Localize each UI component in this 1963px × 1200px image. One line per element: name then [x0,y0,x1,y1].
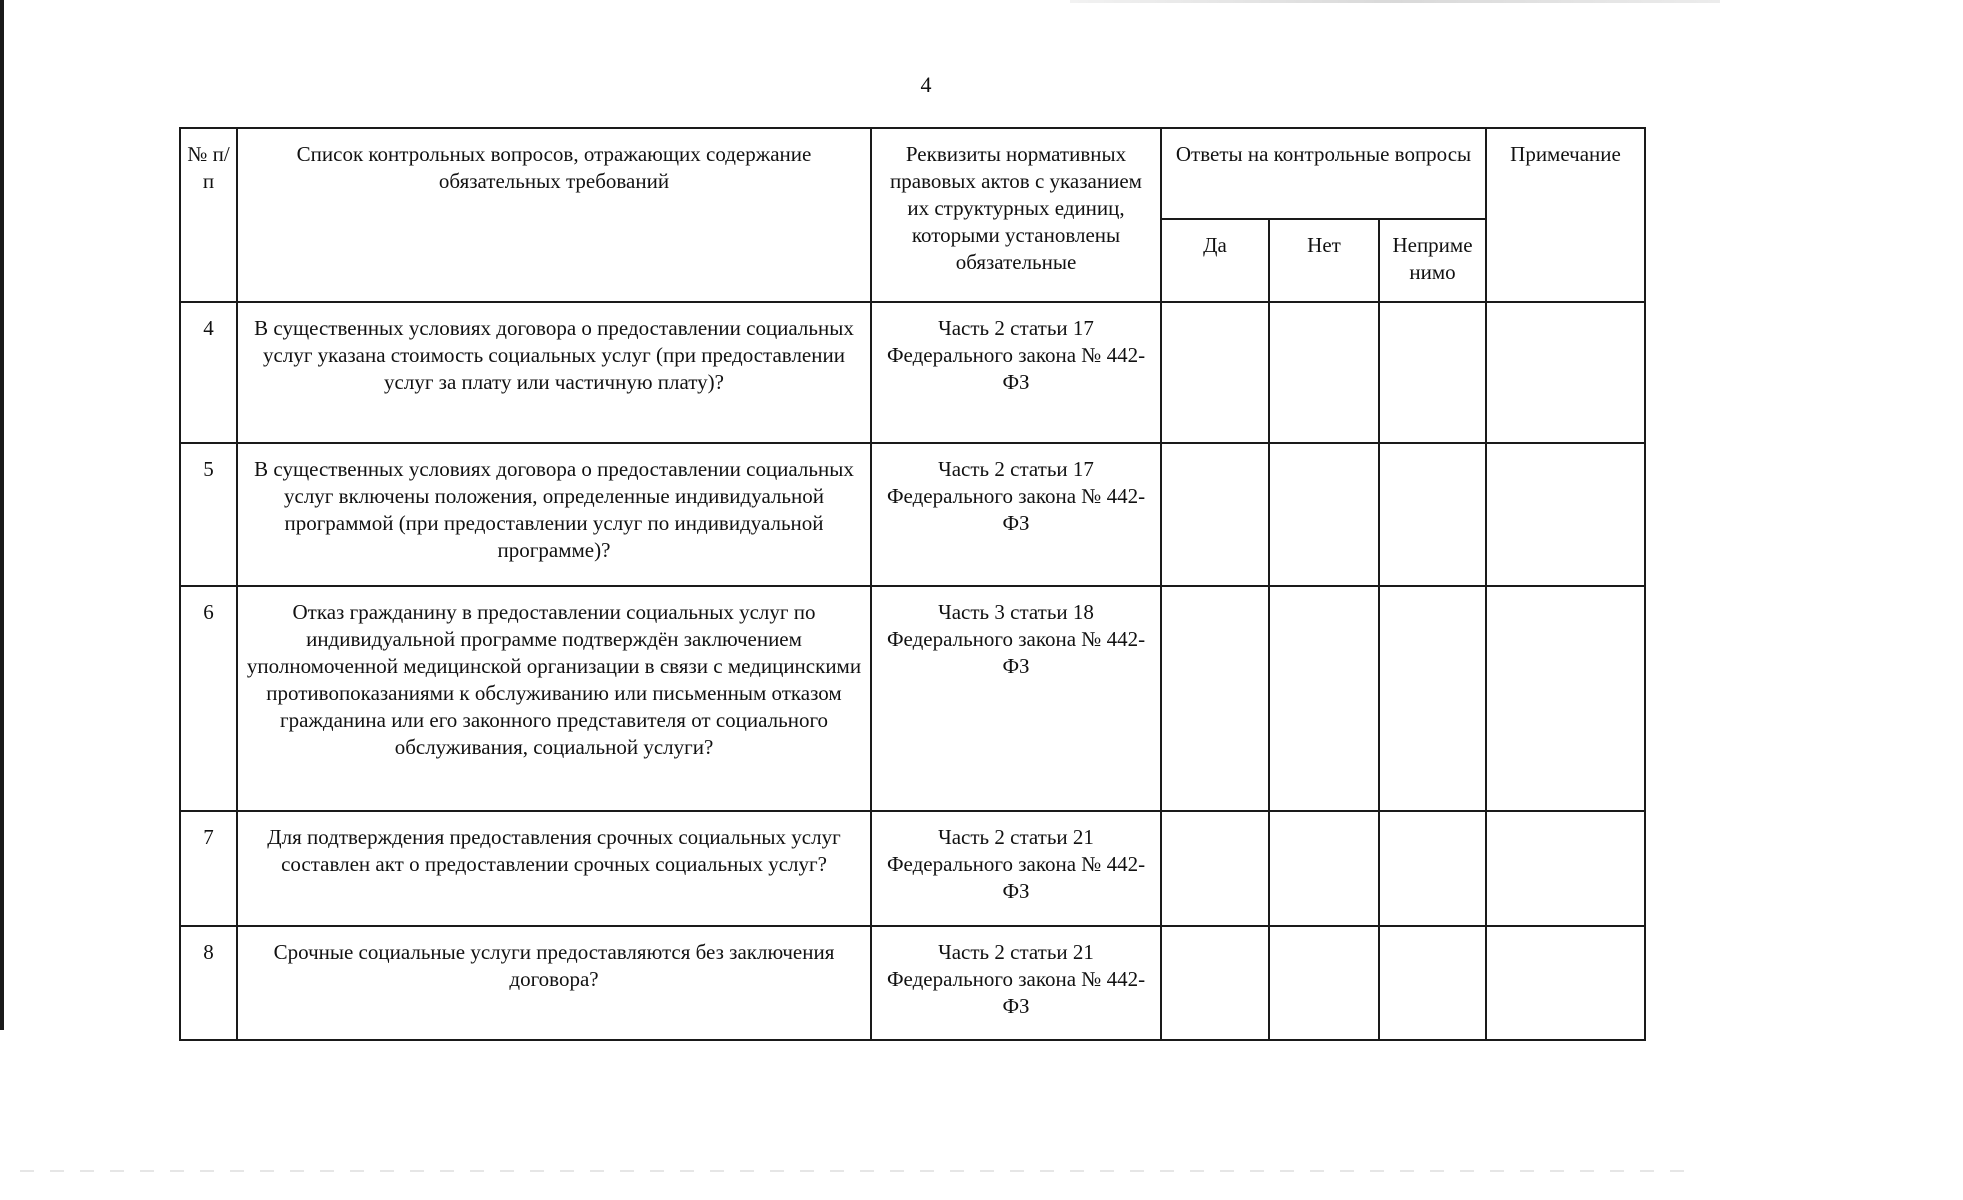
answer-no-cell[interactable] [1269,302,1379,443]
row-requisite: Часть 2 статьи 21 Федерального закона № 442-ФЗ [871,811,1161,926]
table-row [180,926,1645,1040]
row-number: 7 [180,811,237,926]
header-questions: Список контрольных вопросов, отражающих содержание обязательных требований [237,128,871,302]
header-requisites-text: Реквизиты нормативных правовых актов с указанием их структурных единиц, которыми установлены обязательные [890,142,1142,274]
header-requisites [871,128,1161,302]
answer-no-cell[interactable] [1269,811,1379,926]
answer-yes-cell[interactable] [1161,443,1269,586]
header-not-applicable: Неприме нимо [1379,219,1486,302]
header-answers: Ответы на контрольные вопросы [1161,128,1486,219]
header-no: Нет [1269,219,1379,302]
answer-no-cell[interactable] [1269,926,1379,1040]
table-row [180,811,1645,926]
answer-yes-cell[interactable] [1161,926,1269,1040]
row-question: В существенных условиях договора о предоставлении социальных услуг указана стоимость социальных услуг (при предоставлении услуг за плату или частичную плату)? [237,302,871,443]
note-cell[interactable] [1486,586,1645,811]
scan-bottom-artifact [20,1170,1700,1172]
row-requisite: Часть 2 статьи 17 Федерального закона № 442-ФЗ [871,443,1161,586]
answer-yes-cell[interactable] [1161,811,1269,926]
answer-not-applicable-cell[interactable] [1379,443,1486,586]
row-number: 6 [180,586,237,811]
row-question: Срочные социальные услуги предоставляются без заключения договора? [237,926,871,1040]
note-cell[interactable] [1486,811,1645,926]
header-yes: Да [1161,219,1269,302]
note-cell[interactable] [1486,302,1645,443]
answer-not-applicable-cell[interactable] [1379,926,1486,1040]
row-number: 4 [180,302,237,443]
row-question: Для подтверждения предоставления срочных социальных услуг составлен акт о предоставлении срочных социальных услуг? [237,811,871,926]
header-note: Примечание [1486,128,1645,302]
table-row [180,302,1645,443]
note-cell[interactable] [1486,443,1645,586]
row-question: В существенных условиях договора о предоставлении социальных услуг включены положения, определенные индивидуальной программой (при предоставлении услуг по индивидуальной программе)? [237,443,871,586]
row-requisite: Часть 2 статьи 17 Федерального закона № 442-ФЗ [871,302,1161,443]
scan-left-edge [0,0,4,1030]
answer-not-applicable-cell[interactable] [1379,302,1486,443]
answer-not-applicable-cell[interactable] [1379,586,1486,811]
header-row [180,128,1645,219]
row-number: 8 [180,926,237,1040]
table-row [180,586,1645,811]
note-cell[interactable] [1486,926,1645,1040]
table-row [180,443,1645,586]
answer-yes-cell[interactable] [1161,586,1269,811]
answer-yes-cell[interactable] [1161,302,1269,443]
header-number: № п/п [180,128,237,302]
checklist-table [179,127,1646,1041]
row-requisite: Часть 2 статьи 21 Федерального закона № 442-ФЗ [871,926,1161,1040]
row-number: 5 [180,443,237,586]
answer-no-cell[interactable] [1269,443,1379,586]
page-number: 4 [920,72,932,97]
row-requisite: Часть 3 статьи 18 Федерального закона № 442-ФЗ [871,586,1161,811]
row-question: Отказ гражданину в предоставлении социальных услуг по индивидуальной программе подтверждён заключением уполномоченной медицинской организации в связи с медицинскими противопоказаниями к обслуживанию или письменным отказом гражданина или его законного представителя от социального обслуживания, социальной услуги? [237,586,871,811]
answer-not-applicable-cell[interactable] [1379,811,1486,926]
answer-no-cell[interactable] [1269,586,1379,811]
scan-top-artifact [1070,0,1720,3]
